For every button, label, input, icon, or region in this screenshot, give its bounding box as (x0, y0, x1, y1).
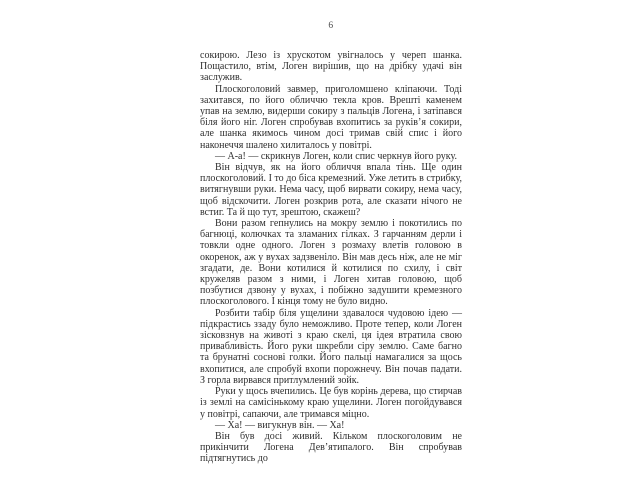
paragraph: Він був досі живий. Кільком плоскоголовим не прикінчити Логена Дев’ятипалого. Він спробував підтягнутись до (200, 430, 462, 465)
page-number: 6 (328, 21, 334, 31)
paragraph: сокирою. Лезо із хрускотом увігналось у череп шанка. Пощастило, втім, Логен вирішив, що на дрібку удачі він заслужив. (200, 50, 462, 84)
paragraph-dialogue: — А-а! — скрикнув Логен, коли спис черкнув його руку. (215, 150, 458, 162)
paragraph: Руки у щось вчепились. Це був корінь дерева, що стирчав із землі на самісінькому краю ущелини. Логен погойдувався у повітрі, сапаючи, але тримався міцно. (200, 386, 462, 420)
paragraph: Вони разом гепнулись на мокру землю і покотились по багнюці, колючках та зламаних гілках. З гарчанням дерли і товкли одне одного. Логен з розмаху влетів головою в окоренок, аж у вухах задзвеніло. Він мав десь ніж, але не міг згадати, де. Вони котилися й котилися по схилу, і світ кружеляв разом з ними, і Логен хитав головою, щоб позбутися дзвону у вухах, і побіжно задушити кремезного плоскоголового. І кінця тому не було видно. (200, 218, 462, 308)
text-column (200, 50, 462, 465)
paragraph: Розбити табір біля ущелини здавалося чудовою ідею — підкрастись ззаду було неможливо. Проте тепер, коли Логен зісковзнув на животі з краю скелі, ця ідея втратила свою привабливість. Його руки шкребли сіру землю. Саме багно та брунатні соснові голки. Його пальці намагалися за щось вхопитися, але спробуй вхопи порожнечу. Він почав падати. З горла вирвався притлумлений зойк. (200, 307, 462, 386)
paragraph-dialogue: — Ха! — вигукнув він. — Ха! (215, 419, 345, 431)
paragraph: Він відчув, як на його обличчя впала тінь. Ще один плоскоголовий. І то до біса кремезний. Уже летить в стрибку, витягнувши руки. Нема часу, щоб вирвати сокиру, нема часу, щоб відскочити. Логен розкрив рота, але сказати нічого не встиг. Та й що тут, зрештою, скажеш? (200, 162, 462, 218)
paragraph: Плоскоголовий завмер, приголомшено кліпаючи. Тоді захитався, по його обличчю текла кров. Врешті каменем упав на землю, видерши сокиру з пальців Логена, і затіпався біля його ніг. Логен спробував вхопитись за руків’я сокири, але шанка якимось чином досі тримав свій спис і його наконеччя шалено хилиталось у повітрі. (200, 83, 462, 151)
